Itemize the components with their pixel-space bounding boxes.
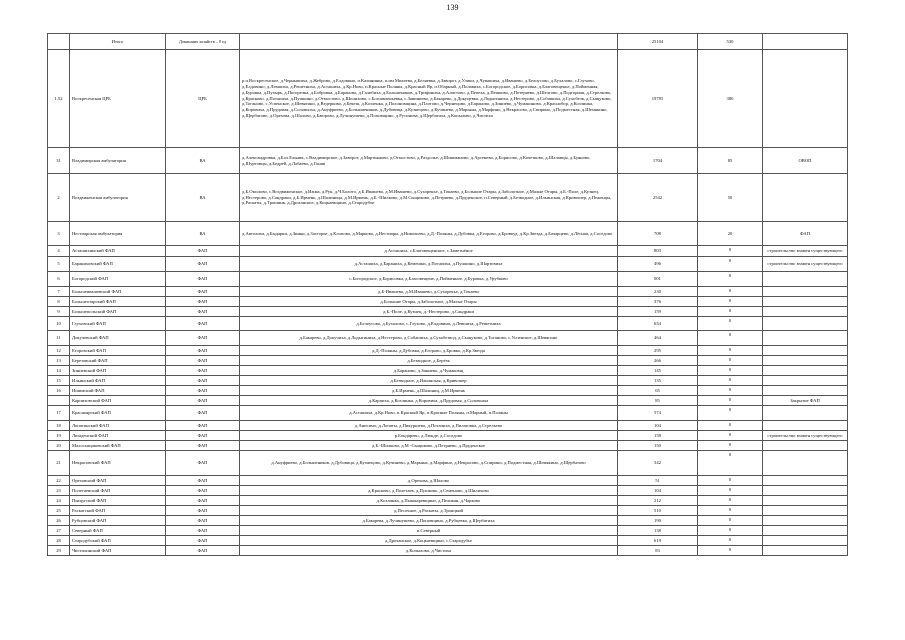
population-count: 104 [618,486,698,496]
total-label: Итого [70,34,166,50]
row-number: 24 [48,496,70,506]
row-number: 13 [48,356,70,366]
table-row [48,516,848,526]
population-count: 574 [618,406,698,421]
population-count: 135 [618,376,698,386]
settlements-list: с.Богородское, д.Борисовка, д.Благовещене, д.Пойменное, д.Буровка, д.Урубково [240,272,618,287]
row-number: 1.52 [48,50,70,148]
staff-count: 0 [698,307,763,317]
facility-type: ФАП [166,376,240,386]
population-count: 65 [618,386,698,396]
staff-count: 0 [698,376,763,386]
settlements-list: д.Автолиха, д.Быдарки, д.Зинки, д.Засторье, д.Клопово, д.Марково, д.Нестиары, д.Никольево, д.Д.-Поляны, д.Дубовка, д.Егорово, д.Бровкуд, д.Кр.Звезда, д.Бачарцево, д.Лёсная, д.Соседово [240,222,618,246]
staff-count: 0 [698,486,763,496]
row-number: 22 [48,476,70,486]
staff-count: 0 [698,366,763,376]
settlements-list: д.Карпиха, д.Козлинка, д.Коровиха, д.Прудовая, д.Соловьиха [240,396,618,406]
staff-count: 0 [698,431,763,441]
facility-name: Воздвиженская амбулатория [70,174,166,222]
row-number: 21 [48,451,70,476]
row-number: 2 [48,174,70,222]
row-number: 29 [48,546,70,556]
staff-count: 0 [698,451,763,476]
note [763,386,848,396]
facility-type: ФАП [166,297,240,307]
staff-count: 0 [698,297,763,307]
note [763,441,848,451]
settlements-list: д.Орехова, д.Шалово [240,476,618,486]
facility-name: Владимирская амбулатория [70,148,166,174]
facility-name: Егоровский ФАП [70,346,166,356]
note: строительство взамен существующего [763,257,848,272]
table-row [48,496,848,506]
staff-count: 0 [698,496,763,506]
note [763,506,848,516]
row-number: 19 [48,431,70,441]
facility-name: Ишимский ФАП [70,386,166,396]
row-number: 23 [48,486,70,496]
population-count: 230 [618,287,698,297]
note: строительство взамен существующего [763,431,848,441]
settlements-list: п.Северный [240,526,618,536]
total-num-cell [48,34,70,50]
settlements-list: д.Безводное, д.Берёзк [240,356,618,366]
staff-count: 0 [698,272,763,287]
settlements-list: д.Козлинка, д.Пышкаревщино, д.Пеликан, д.Чарково [240,496,618,506]
population-count: 104 [618,421,698,431]
table-row [48,451,848,476]
row-number: 26 [48,516,70,526]
note [763,287,848,297]
note [763,546,848,556]
total-settlements-cell [240,34,618,50]
facility-type: ФАП [166,287,240,297]
table-row [48,50,848,148]
settlements-list: д.Б-Ивашево, д.М.Ивашево, д.Сухорекье, д.Токаево [240,287,618,297]
facility-name: Березовский ФАП [70,356,166,366]
settlements-list: д.Асташиха, д.Кр.Ново, п.Красный Яр, п.Красные Поляны, п.Марный, п.Поляны [240,406,618,421]
row-number: 8 [48,297,70,307]
staff-count: 0 [698,287,763,297]
facility-name: Красноярский ФАП [70,406,166,421]
population-count: 803 [618,246,698,257]
population-count: 138 [618,526,698,536]
table-row [48,287,848,297]
facility-type: ФАП [166,486,240,496]
staff-count: 0 [698,356,763,366]
staff-count: 0 [698,546,763,556]
note: Закрытие ФАП [763,396,848,406]
facility-type: ФАП [166,366,240,376]
total-population: 25104 [618,34,698,50]
facility-name: Северный ФАП [70,526,166,536]
note: ОВОП [763,148,848,174]
note [763,307,848,317]
total-row [48,34,848,50]
facility-name: Полетаевский ФАП [70,486,166,496]
facility-type: ФАП [166,272,240,287]
note [763,50,848,148]
note [763,496,848,506]
facility-type: ФАП [166,386,240,396]
table-row [48,476,848,486]
facility-type: ЦРБ [166,50,240,148]
table-row [48,441,848,451]
settlements-list: р.Бондарево, д.Люнде, д.Соседово [240,431,618,441]
facility-type: ФАП [166,257,240,272]
staff-count: 0 [698,331,763,346]
staff-count: 0 [698,257,763,272]
settlements-list: д.Б.-Поле, д.Кузнец, д.-Нестерово, д.Сандраки [240,307,618,317]
population-count: 2542 [618,174,698,222]
table-row [48,346,848,356]
row-number: 7 [48,287,70,297]
population-count: 1704 [618,148,698,174]
note [763,476,848,486]
facility-name: Большеивашевский ФАП [70,287,166,297]
facility-name: Люнденский ФАП [70,431,166,441]
row-number: 11 [48,331,70,346]
note [763,516,848,526]
settlements-list: д.Б.Ирмень, д.Шалиниц, д.М.Ирмень [240,386,618,396]
note [763,174,848,222]
note [763,366,848,376]
facility-name: Лопатинский ФАП [70,421,166,431]
facility-type: ФАП [166,441,240,451]
facility-name: Стародубский ФАП [70,536,166,546]
note [763,331,848,346]
row-number: 4 [48,246,70,257]
population-count: 159 [618,307,698,317]
table-row [48,506,848,516]
table-row [48,297,848,307]
facility-type: ФАП [166,546,240,556]
note [763,406,848,421]
total-note-cell [763,34,848,50]
staff-count: 0 [698,396,763,406]
facility-type: ФАП [166,307,240,317]
population-count: 464 [618,331,698,346]
staff-count: 0 [698,406,763,421]
row-number: 12 [48,346,70,356]
table-row [48,257,848,272]
row-number: 25 [48,506,70,516]
page-number: 139 [446,3,459,12]
staff-count: 0 [698,386,763,396]
settlements-list: д.Копылово, д.Чистиха [240,546,618,556]
facility-name: Ореховский ФАП [70,476,166,486]
note [763,486,848,496]
population-count: 496 [618,257,698,272]
row-number: 27 [48,526,70,536]
facility-type: ВА [166,174,240,222]
staff-count: 0 [698,246,763,257]
facility-type: ФАП [166,396,240,406]
facility-name: Бараниховский ФАП [70,257,166,272]
table-row [48,486,848,496]
population-count: 83 [618,546,698,556]
table-row [48,421,848,431]
settlements-list: д.Бакарева, д.Лучинушево, д.Поповщино, д.Рубцевка, д.Щербатиха [240,516,618,526]
note [763,526,848,536]
note [763,451,848,476]
population-count: 51 [618,476,698,486]
table-row [48,376,848,386]
facility-name: Большеотарский ФАП [70,297,166,307]
facility-name: Малосыщиковский ФАП [70,441,166,451]
table-row [48,386,848,396]
table-row [48,307,848,317]
settlements-list: д.Б.-Шилково, д.М.-Сыщиково, д.Петряево, д.Пруденское [240,441,618,451]
facility-name: Ильинский ФАП [70,376,166,386]
row-number: 10 [48,317,70,331]
table-row [48,331,848,346]
facility-name: Пыщугский ФАП [70,496,166,506]
note: строительство взамен существующего [763,246,848,257]
facility-type: ВА [166,222,240,246]
population-count: 376 [618,297,698,307]
population-count: 85 [618,396,698,406]
population-count: 158 [618,431,698,441]
facility-type: ФАП [166,431,240,441]
staff-count: 0 [698,441,763,451]
staff-count: 0 [698,536,763,546]
note [763,297,848,307]
table-row [48,222,848,246]
row-number: 17 [48,406,70,421]
table-row [48,317,848,331]
facility-name: Богородский ФАП [70,272,166,287]
row-number: 28 [48,536,70,546]
facility-type: ФАП [166,317,240,331]
population-count: 342 [618,451,698,476]
row-number: 20 [48,441,70,451]
facility-name: Асташихинский ФАП [70,246,166,257]
population-count: 001 [618,272,698,287]
settlements-list: р.п.Воскресенское, д.Чернышиха, д.Жеброво, д.Елдовино, п.Калининка, п.им Михеева, д.Беляевка, д.Заворот, д.Улики, д.Чувашиха, д.Ивашево, д.Белоусово, д.Бухалово, с.Глухово, д.Елдовино, д.Левшиха, д.Решетниха, д.Асташиха, д.Кр.Ново, п.Красные Поляны, д.Красный Яр, п.Обарный, д.Полавиха, с.Богородское, д.Борисовка, д.Благовещенье, д.Пойменная, д.Буровка, д.Пузырь, д.Погорелка, д.Бобровка, д.Бараново, д.Галибиха, д.Большеников, д.Трифониха, д.Алистово, д.Пепеха, д.Пешково, д.Потеряево, д.Шелгово, д.Подгорная, д.Стрелково, д.Красково, д.Потапиха, д.Пушкино, д.Отмостово, д.Шилихово, с.Богоявленьевка, с.Завиниево, д.Бакарево, д.Докуцевка, д.Лодыгиниха, д.Нестерово, д.Собашиха, д.Сухобезв, д.Сыщуково, д.Тоганово, с.Успенское, д.Шевягино, д.Ведерково, д.Бекеш, д.Козленка, д.Полоновщина, д.Плотово, д.Чернецово, д.Бараново, д.Зиниево, д.Чумакиново, д.Краснобор, д.Козлинка, д.Коровиха, д.Прудовая, д.Соловьиха, д.Ануфриево, д.Большиеников, д.Дубовица, д.Кузнецово, д.Кучинево, д.Марьяна, д.Марфино, д.Некрасово, д.Спирино, д.Подместная, д.Шемякино, д.Щербатово, д.Орехова, д.Шалово, д.Баюрово, д.Лучинушево, д.Поповщино, д.Русинова, д.Щербатиха, д.Копылово, д.Чистиха [240,50,618,148]
settlements-list: д.Ануфриево, д.Большеников, д.Дубовица, д.Кузнецово, д.Кучинево, д.Марьяна, д.Марфино, д.Некрасово, д.Спирино, д.Подместная, д.Шемякино, д.Щербатово [240,451,618,476]
note [763,421,848,431]
facility-type: ФАП [166,526,240,536]
table-row [48,431,848,441]
facility-name: Раскатский ФАП [70,506,166,516]
table-row [48,546,848,556]
table-row [48,366,848,376]
population-count: 708 [618,222,698,246]
staff-count: 50 [698,174,763,222]
row-number: 31 [48,148,70,174]
settlements-list: д.Белоусово, д.Бухалово, с.Глухово, д.Елдовино, д.Левшиха, д.Решетниха [240,317,618,331]
settlements-list: д.Дроханское, д.Коцкаевщино, с.Стародубье [240,536,618,546]
settlements-list: д.Бараново, д.Зиниево, д.Чумаковщ [240,366,618,376]
table-row [48,536,848,546]
facility-type: ФАП [166,451,240,476]
settlements-list: д.Асташиха, д.Бараниха, д.Кемешки, д.Потапиха, д.Пушкино, д.Шартовиха [240,257,618,272]
settlements-list: д.Безводное, д.Ильинская, д.Кривошер [240,376,618,386]
facility-type: ФАП [166,421,240,431]
facility-type: ФАП [166,476,240,486]
staff-count: 85 [698,148,763,174]
facilities-table [47,33,848,556]
facility-name: Некрасовский ФАП [70,451,166,476]
table-row [48,406,848,421]
population-count: 619 [618,536,698,546]
table-row [48,526,848,536]
facility-name: Докучевский ФАП [70,331,166,346]
row-number: 15 [48,376,70,386]
facility-name: Нестиарская амбулатория [70,222,166,246]
facility-type: ФАП [166,516,240,526]
staff-count: 0 [698,506,763,516]
table-row [48,396,848,406]
population-count: 145 [618,366,698,376]
row-number: 9 [48,307,70,317]
staff-count: 20 [698,222,763,246]
staff-count: 0 [698,346,763,356]
table-row [48,246,848,257]
facility-name: Глуховский ФАП [70,317,166,331]
row-number: 18 [48,421,70,431]
staff-count: 0 [698,526,763,536]
facility-type: ФАП [166,331,240,346]
table-row [48,356,848,366]
total-staff: 530 [698,34,763,50]
row-number [48,396,70,406]
facility-name: Карпиховский ФАП [70,396,166,406]
facility-name: Воскресенская ЦРБ [70,50,166,148]
note [763,317,848,331]
staff-count: 0 [698,476,763,486]
staff-count: 0 [698,317,763,331]
staff-count: 380 [698,50,763,148]
staff-count: 0 [698,421,763,431]
facility-type: ФАП [166,506,240,516]
population-count: 19785 [618,50,698,148]
settlements-list: д.Асташиха, с.Благовещенское, с.Заметнёное [240,246,618,257]
population-count: 190 [618,516,698,526]
facility-type: ФАП [166,536,240,546]
population-count: 150 [618,441,698,451]
settlements-list: д.Большие Отары, д.Заболотное, д.Малые Отары [240,297,618,307]
population-count: 295 [618,346,698,356]
settlements-list: д.Б.Омолово, с.Воздвиженское, д.Ижма, д.Рук, д.Ч.Болото, д.Б.Ивашево, д.М.Ивашево, д.Сухорекье, д.Токаево, д.Большие Отары, д.Заболотное, д.Малые Отары, д.Б.-Поле, д.Кузнец, д.Нестерово, д.Сандраки, д.Б.Ирмень, д.Шалиница, д.М.Ирмень, д.Б.-Шилково, д.М.Сыщиково, д.Петряево, д.Пруденское, п.Северный, д.Безводное, д.Ильинская, д.Кривошер, д.Пеженцы, д.Раскаты, д.Трошинк, д.Дроханское, д.Коцкаевщино, д.Стародубье [240,174,618,222]
table-row [48,272,848,287]
row-number: 6 [48,272,70,287]
row-number: 16 [48,386,70,396]
settlements-list: д.Александровка, д.Бол.Ельник, с.Владимирское, д.Заворот, д.Мартьяново, д.Отмостово, д.Раздолье, д.Шишманово, д.Арсенево, д.Борисово, д.Кочетково, д.Шалавцы, д.Буяново, д.Шуртовцы, д.Бедрей, д.Лабаево, д.Гоняв [240,148,618,174]
facility-name: Чистихинский ФАП [70,546,166,556]
facility-name: Зиниевский ФАП [70,366,166,376]
facility-type: ФАП [166,496,240,506]
population-count: 266 [618,356,698,366]
staff-count: 0 [698,516,763,526]
settlements-list: д.Д.-Поляны, д.Дубовка, д.Егорово, д.Бровко, д.Кр.Звезда [240,346,618,356]
facility-name: Рубцовский ФАП [70,516,166,526]
settlements-list: д.Красково, д.Полетаев, д.Пушково, д.Семеново, д.Шилихово [240,486,618,496]
facility-type: ФАП [166,246,240,257]
table-row [48,174,848,222]
note [763,356,848,366]
note [763,376,848,386]
settlements-list: д.Анисимо, д.Лопаты, д.Пикуршево, д.Потапиха, д.Пилатовка, д.Стрельево [240,421,618,431]
note [763,346,848,356]
population-count: 510 [618,506,698,516]
row-number: 14 [48,366,70,376]
facility-type: ФАП [166,356,240,366]
note [763,272,848,287]
facility-type: ВА [166,148,240,174]
facility-name: Большепольский ФАП [70,307,166,317]
population-count: 212 [618,496,698,506]
table-row [48,148,848,174]
facility-type: ФАП [166,346,240,356]
row-number: 3 [48,222,70,246]
settlements-list: д.Бакарево, д.Докучиха, д.Лодыгиниха, д.Нестерово, д.Собашиха, д.Сухобезвод, д.Сыщуково, д.Тоганово, с.Успенское, д.Шевягино [240,331,618,346]
population-count: 654 [618,317,698,331]
note: ФАП [763,222,848,246]
facility-type: ФАП [166,406,240,421]
note [763,536,848,546]
settlements-list: д.Песочное, д.Раскаты, д.Троицкий [240,506,618,516]
total-type-cell: Домашних хозяйств – 0 ед [166,34,240,50]
row-number: 5 [48,257,70,272]
